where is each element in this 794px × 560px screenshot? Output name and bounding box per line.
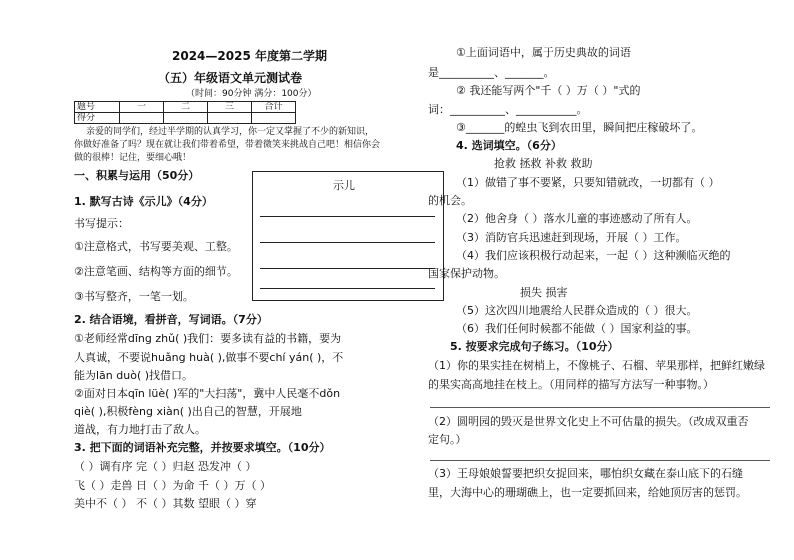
tips-label: 书写提示： <box>74 217 129 230</box>
question-3-line: （ ）调有序 完（ ）归赵 恐发冲（ ） <box>74 460 257 473</box>
question-4-line: 国家保护动物。 <box>428 267 505 280</box>
subquestion-1-answer[interactable]: 是__________、_______。 <box>428 66 555 79</box>
question-4-line: （1）做错了事不要紧，只要知错就改，一切都有（ ） <box>456 176 720 189</box>
exam-meta: （时间：90分钟 满分：100分） <box>186 89 317 99</box>
exam-subtitle: （五）年级语文单元测试卷 <box>158 71 303 85</box>
tip-item: ③书写整齐，一笔一划。 <box>74 290 194 303</box>
section-heading: 一、积累与运用（50分） <box>74 169 200 182</box>
writing-line[interactable] <box>260 288 435 289</box>
question-2-line: qiè( ),积极fèng xiàn( )出自己的智慧，开展地 <box>74 405 302 418</box>
score-table <box>74 101 296 124</box>
sentence-1: （1）你的果实挂在树梢上，不像桃子、石榴、苹果那样，把鲜红嫩绿 <box>428 359 765 372</box>
sentence-1: 的果实高高地挂在枝上。（用同样的描写方法写一种事物。） <box>428 378 714 391</box>
intro-line: 亲爱的同学们，经过半学期的认真学习，你一定又掌握了不少的新知识， <box>86 127 375 137</box>
question-4-line: 的机会。 <box>428 194 472 207</box>
writing-line[interactable] <box>260 268 435 269</box>
question-2-line: 人真诚，不要说huǎng huà( ),做事不要chí yán( )，不 <box>74 351 344 364</box>
question-1-title: 1. 默写古诗《示儿》（4分） <box>74 195 213 208</box>
intro-line: 你做好准备了吗？现在就让我们带着希望，带着微笑来挑战自己吧！相信你会 <box>74 140 381 150</box>
question-2-line: ②面对日本qīn lüè( )军的"大扫荡"，冀中人民毫不dǒn <box>74 387 341 400</box>
writing-line[interactable] <box>260 216 435 217</box>
subquestion-3[interactable]: ③_______的蝗虫飞到农田里，瞬间把庄稼破坏了。 <box>456 121 703 134</box>
question-5-title: 5. 按要求完成句子练习。（10分） <box>450 340 619 353</box>
question-4-line: （2）他舍身（ ）落水儿童的事迹感动了所有人。 <box>456 212 698 225</box>
table-cell: 得分 <box>75 113 120 124</box>
subquestion-2-answer[interactable]: 词：__________、___________。 <box>428 103 588 116</box>
question-4-line: （3）消防官兵迅速赶到现场，开展（ ）工作。 <box>456 231 687 244</box>
score-cell[interactable] <box>208 113 252 124</box>
question-4-line: （4）我们应该积极行动起来，一起（ ）这种濒临灭绝的 <box>456 249 731 262</box>
subquestion-2: ② 我还能写两个"千（ ）万（ ）"式的 <box>456 84 641 97</box>
question-4-title: 4. 选词填空。（6分） <box>456 139 562 152</box>
tip-item: ②注意笔画、结构等方面的细节。 <box>74 265 238 278</box>
question-3-title: 3. 把下面的词语补充完整，并按要求填空。（10分） <box>74 441 331 454</box>
question-2-line: 道战，有力地打击了敌人。 <box>74 423 206 436</box>
tip-item: ①注意格式，书写要美观、工整。 <box>74 240 238 253</box>
word-bank: 抢救 拯救 补救 救助 <box>494 157 593 170</box>
sentence-2: （2）圆明园的毁灭是世界文化史上不可估量的损失。（改成双重否 <box>428 415 749 428</box>
score-cell[interactable] <box>164 113 208 124</box>
table-row <box>75 102 296 113</box>
poem-writing-box <box>252 171 444 301</box>
poem-box-title: 示儿 <box>333 179 355 192</box>
sentence-3: 里，大海中心的珊瑚礁上，也一定要抓回来，给她顶厉害的惩罚。 <box>428 486 747 499</box>
writing-line[interactable] <box>260 242 435 243</box>
question-4-line: （5）这次四川地震给人民群众造成的（ ）很大。 <box>456 304 698 317</box>
table-cell: 合计 <box>252 102 296 113</box>
sentence-3: （3）王母娘娘誓要把织女捉回来，哪怕织女藏在泰山底下的石缝 <box>428 467 743 480</box>
table-cell: 一 <box>120 102 164 113</box>
question-2-title: 2. 结合语境，看拼音，写词语。（7分） <box>74 313 268 326</box>
score-cell[interactable] <box>120 113 164 124</box>
sentence-2: 定句。） <box>428 433 467 446</box>
question-4-line: （6）我们任何时候都不能做（ ）国家利益的事。 <box>456 322 698 335</box>
question-3-line: 美中不（ ） 不（ ）其数 望眼（ ）穿 <box>74 497 257 510</box>
table-cell: 三 <box>208 102 252 113</box>
question-2-line: ①老师经常dīng zhǔ( )我们：要多读有益的书籍，要为 <box>74 332 342 345</box>
subquestion-1: ①上面词语中，属于历史典故的词语 <box>456 46 631 59</box>
table-cell: 二 <box>164 102 208 113</box>
score-cell[interactable] <box>252 113 296 124</box>
word-bank: 损失 损害 <box>520 286 568 299</box>
table-cell: 题号 <box>75 102 120 113</box>
answer-line[interactable] <box>430 460 770 461</box>
question-2-line: 能为lān duò( )找借口。 <box>74 369 194 382</box>
answer-line[interactable] <box>430 407 770 408</box>
exam-title: 2024—2025 年度第二学期 <box>172 49 327 63</box>
question-3-line: 飞（ ）走兽 日（ ）为命 千（ ）万（ ） <box>74 479 271 492</box>
intro-line: 做的很棒！记住，要细心哦！ <box>74 153 192 163</box>
table-row <box>75 113 296 124</box>
